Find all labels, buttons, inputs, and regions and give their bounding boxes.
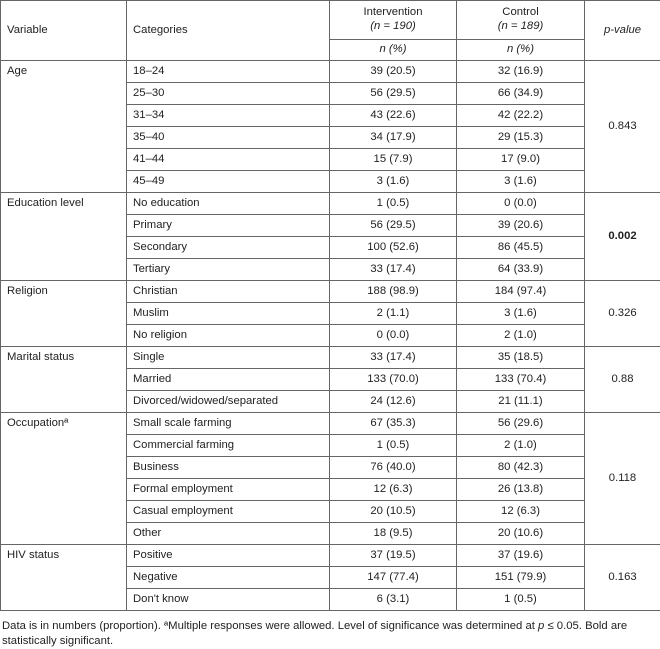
table-row — [1, 61, 660, 83]
header-categories: Categories — [127, 1, 330, 61]
variable-cell: Marital status — [1, 347, 127, 413]
control-cell: 86 (45.5) — [457, 237, 585, 259]
table-row — [1, 413, 660, 435]
category-cell: Divorced/widowed/separated — [127, 391, 330, 413]
variable-cell: Education level — [1, 193, 127, 281]
intervention-cell: 76 (40.0) — [330, 457, 457, 479]
table-row — [1, 281, 660, 303]
intervention-cell: 37 (19.5) — [330, 545, 457, 567]
intervention-cell: 34 (17.9) — [330, 127, 457, 149]
intervention-cell: 56 (29.5) — [330, 215, 457, 237]
pvalue-cell: 0.326 — [585, 281, 660, 347]
category-cell: Don't know — [127, 589, 330, 611]
intervention-cell: 133 (70.0) — [330, 369, 457, 391]
control-cell: 3 (1.6) — [457, 171, 585, 193]
intervention-cell: 2 (1.1) — [330, 303, 457, 325]
control-cell: 35 (18.5) — [457, 347, 585, 369]
variable-cell: Occupationª — [1, 413, 127, 545]
control-cell: 26 (13.8) — [457, 479, 585, 501]
subheader-intervention-npct: n (%) — [330, 40, 457, 61]
category-cell: Tertiary — [127, 259, 330, 281]
category-cell: Married — [127, 369, 330, 391]
intervention-cell: 20 (10.5) — [330, 501, 457, 523]
category-cell: Small scale farming — [127, 413, 330, 435]
category-cell: 41–44 — [127, 149, 330, 171]
intervention-cell: 33 (17.4) — [330, 347, 457, 369]
intervention-cell: 0 (0.0) — [330, 325, 457, 347]
header-control-label: Control — [457, 6, 584, 20]
variable-cell: HIV status — [1, 545, 127, 611]
intervention-cell: 15 (7.9) — [330, 149, 457, 171]
control-cell: 56 (29.6) — [457, 413, 585, 435]
control-cell: 20 (10.6) — [457, 523, 585, 545]
pvalue-cell: 0.118 — [585, 413, 660, 545]
category-cell: No education — [127, 193, 330, 215]
control-cell: 29 (15.3) — [457, 127, 585, 149]
category-cell: Negative — [127, 567, 330, 589]
table-row — [1, 193, 660, 215]
control-cell: 21 (11.1) — [457, 391, 585, 413]
header-intervention-n: (n = 190) — [330, 20, 456, 34]
variable-cell: Religion — [1, 281, 127, 347]
category-cell: 31–34 — [127, 105, 330, 127]
category-cell: Casual employment — [127, 501, 330, 523]
control-cell: 64 (33.9) — [457, 259, 585, 281]
control-cell: 80 (42.3) — [457, 457, 585, 479]
category-cell: Commercial farming — [127, 435, 330, 457]
category-cell: 45–49 — [127, 171, 330, 193]
control-cell: 32 (16.9) — [457, 61, 585, 83]
category-cell: Formal employment — [127, 479, 330, 501]
intervention-cell: 43 (22.6) — [330, 105, 457, 127]
intervention-cell: 33 (17.4) — [330, 259, 457, 281]
header-intervention — [330, 1, 457, 40]
control-cell: 17 (9.0) — [457, 149, 585, 171]
category-cell: Christian — [127, 281, 330, 303]
control-cell: 3 (1.6) — [457, 303, 585, 325]
header-variable: Variable — [1, 1, 127, 61]
category-cell: Single — [127, 347, 330, 369]
intervention-cell: 188 (98.9) — [330, 281, 457, 303]
intervention-cell: 18 (9.5) — [330, 523, 457, 545]
intervention-cell: 24 (12.6) — [330, 391, 457, 413]
control-cell: 133 (70.4) — [457, 369, 585, 391]
control-cell: 0 (0.0) — [457, 193, 585, 215]
intervention-cell: 1 (0.5) — [330, 193, 457, 215]
pvalue-cell: 0.843 — [585, 61, 660, 193]
category-cell: 35–40 — [127, 127, 330, 149]
intervention-cell: 3 (1.6) — [330, 171, 457, 193]
subheader-control-npct: n (%) — [457, 40, 585, 61]
header-control-n: (n = 189) — [457, 20, 584, 34]
footnote-p-symbol: p — [538, 620, 544, 632]
control-cell: 66 (34.9) — [457, 83, 585, 105]
intervention-cell: 39 (20.5) — [330, 61, 457, 83]
intervention-cell: 67 (35.3) — [330, 413, 457, 435]
intervention-cell: 6 (3.1) — [330, 589, 457, 611]
header-intervention-label: Intervention — [330, 6, 456, 20]
control-cell: 39 (20.6) — [457, 215, 585, 237]
intervention-cell: 56 (29.5) — [330, 83, 457, 105]
control-cell: 12 (6.3) — [457, 501, 585, 523]
pvalue-cell: 0.88 — [585, 347, 660, 413]
table-body — [1, 61, 660, 611]
header-pvalue: p-value — [585, 1, 660, 61]
pvalue-cell: 0.163 — [585, 545, 660, 611]
intervention-cell: 1 (0.5) — [330, 435, 457, 457]
category-cell: Muslim — [127, 303, 330, 325]
category-cell: 25–30 — [127, 83, 330, 105]
header-row — [1, 1, 660, 40]
control-cell: 184 (97.4) — [457, 281, 585, 303]
control-cell: 2 (1.0) — [457, 325, 585, 347]
table-row — [1, 545, 660, 567]
pvalue-cell: 0.002 — [585, 193, 660, 281]
category-cell: Business — [127, 457, 330, 479]
category-cell: 18–24 — [127, 61, 330, 83]
intervention-cell: 12 (6.3) — [330, 479, 457, 501]
header-control — [457, 1, 585, 40]
control-cell: 42 (22.2) — [457, 105, 585, 127]
footnote-text-2: ≤ 0.05. Bold are statistically significant. — [2, 620, 627, 647]
control-cell: 1 (0.5) — [457, 589, 585, 611]
table-footnote — [2, 619, 658, 649]
category-cell: Other — [127, 523, 330, 545]
category-cell: Secondary — [127, 237, 330, 259]
category-cell: No religion — [127, 325, 330, 347]
intervention-cell: 100 (52.6) — [330, 237, 457, 259]
control-cell: 2 (1.0) — [457, 435, 585, 457]
variable-cell: Age — [1, 61, 127, 193]
category-cell: Primary — [127, 215, 330, 237]
control-cell: 37 (19.6) — [457, 545, 585, 567]
intervention-cell: 147 (77.4) — [330, 567, 457, 589]
control-cell: 151 (79.9) — [457, 567, 585, 589]
footnote-text-1: Data is in numbers (proportion). ªMultiple responses were allowed. Level of significance was determined at — [2, 620, 538, 632]
table-row — [1, 347, 660, 369]
category-cell: Positive — [127, 545, 330, 567]
